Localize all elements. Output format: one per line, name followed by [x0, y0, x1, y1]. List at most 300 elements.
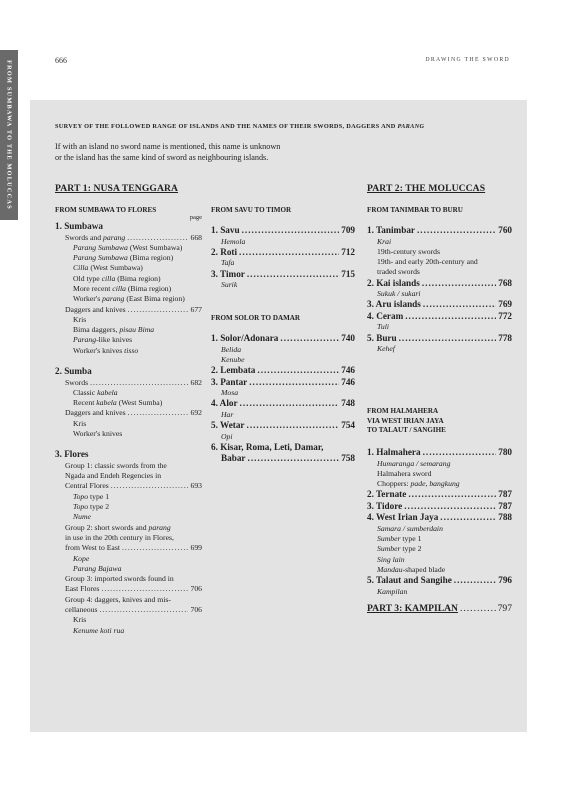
leader-dots	[240, 398, 340, 410]
toc-entry	[55, 274, 202, 284]
entry-label: 1. Solor/Adonara	[211, 333, 279, 343]
part3-entry	[367, 603, 512, 615]
toc-entry	[55, 398, 202, 408]
entry-italic-term: Sumber	[377, 534, 401, 544]
leader-dots	[422, 278, 496, 290]
entry-text	[65, 574, 174, 584]
toc-entry	[367, 565, 512, 575]
entry-text	[73, 274, 161, 284]
toc-entry	[55, 533, 202, 543]
entry-text	[377, 257, 478, 267]
entry-label: 3. Timor	[211, 268, 245, 279]
entry-suffix: -like knives	[96, 335, 133, 345]
entry-text	[377, 479, 460, 489]
entry-label: Worker's knives	[73, 345, 125, 355]
entry-text	[73, 512, 91, 522]
entry-text	[377, 459, 450, 469]
island-entry	[211, 247, 355, 259]
entry-label: 3. Flores	[55, 449, 89, 460]
entry-italic-term: Kope	[73, 553, 90, 563]
entry-label: Swords	[65, 377, 89, 387]
leader-dots	[122, 543, 189, 553]
section-tanimbar-buru: FROM TANIMBAR TO BURU	[367, 206, 463, 214]
entry-text	[65, 408, 126, 418]
entry-page: 709	[341, 225, 355, 235]
entry-text	[73, 398, 162, 408]
entry-label: 3. Pantar	[211, 376, 248, 387]
entry-suffix: type 1	[400, 534, 422, 544]
entry-text	[73, 253, 173, 263]
entry-label: Worker's	[73, 294, 103, 304]
island-entry	[367, 311, 512, 323]
entry-suffix: (Bima region)	[115, 273, 161, 283]
entry-page: 692	[190, 408, 202, 418]
entry-label: traded swords	[377, 267, 420, 277]
island-entry	[55, 366, 202, 378]
entry-suffix: (Bima region)	[127, 253, 174, 263]
island-entry	[367, 447, 512, 459]
page-label: page	[189, 214, 202, 221]
island-entry	[211, 225, 355, 237]
entry-text	[367, 447, 421, 459]
toc-entry	[55, 388, 202, 398]
toc-entry	[55, 574, 202, 584]
island-entry	[367, 299, 512, 311]
entry-label: from West to East	[65, 543, 120, 553]
entry-label: 5. Buru	[367, 332, 397, 343]
island-entry	[211, 377, 355, 389]
entry-text	[377, 565, 445, 575]
toc-entry	[367, 267, 512, 277]
running-head: DRAWING THE SWORD	[425, 57, 510, 63]
leader-dots	[90, 378, 188, 388]
toc-entry	[55, 315, 202, 325]
entry-label: Kris	[73, 615, 87, 625]
entry-label: 1. Tanimbar	[367, 225, 415, 235]
entry-label: Worker's knives	[73, 429, 123, 439]
entry-italic-term: Parang	[73, 335, 97, 345]
entry-text	[221, 280, 237, 290]
entry-italic-term: parang	[102, 294, 125, 304]
survey-title	[55, 123, 525, 130]
entry-label: 19th-century swords	[377, 246, 440, 256]
toc-entry	[55, 253, 202, 263]
leader-dots	[405, 311, 496, 323]
section-halmahera-talaut	[367, 407, 446, 436]
page-number: 666	[55, 56, 67, 65]
side-tab-label: FROM SUMBAWA TO THE MOLUCCAS	[5, 60, 13, 210]
entry-label: 5. Talaut and Sangihe	[367, 575, 452, 586]
toc-entry	[367, 237, 512, 247]
column-halmahera-talaut	[367, 447, 512, 597]
leader-dots	[242, 225, 340, 237]
entry-text	[65, 584, 99, 594]
entry-suffix: (West Sumbawa)	[127, 242, 183, 252]
toc-entry	[211, 388, 355, 398]
entry-italic-term: Parang Sumbawa	[73, 253, 128, 263]
entry-text	[211, 398, 238, 410]
entry-label: 3. Aru islands	[367, 299, 421, 310]
entry-text	[377, 322, 389, 332]
island-entry	[211, 398, 355, 410]
toc-entry	[55, 294, 202, 304]
toc-entry	[55, 523, 202, 533]
island-entry	[367, 501, 512, 513]
toc-entry	[55, 615, 202, 625]
toc-entry	[55, 263, 202, 273]
survey-intro	[55, 141, 485, 163]
entry-text	[211, 420, 245, 432]
island-entry	[55, 221, 202, 233]
toc-entry	[367, 247, 512, 257]
island-entry	[367, 489, 512, 501]
entry-italic-term: Parang Sumbawa	[73, 242, 128, 252]
entry-italic-term: Hemola	[221, 236, 246, 246]
entry-page: 706	[190, 605, 202, 614]
section-solor-damar: FROM SOLOR TO DAMAR	[211, 314, 301, 322]
entry-text	[65, 523, 171, 533]
toc-entry	[211, 345, 355, 355]
entry-italic-term: Parang Bajawa	[73, 563, 122, 573]
toc-entry	[55, 502, 202, 512]
entry-text	[65, 378, 88, 388]
leader-dots	[247, 269, 339, 281]
entry-text	[221, 388, 238, 398]
entry-page: 778	[498, 332, 512, 343]
entry-text	[367, 575, 452, 587]
entry-label: Group 4: daggers, knives and mis-	[65, 594, 171, 604]
entry-page: 748	[341, 398, 355, 409]
toc-entry	[55, 512, 202, 522]
entry-italic-term: Kenume koti rua	[73, 625, 125, 635]
toc-entry	[55, 605, 202, 615]
entry-page: 754	[341, 420, 355, 431]
island-entry	[211, 269, 355, 281]
entry-text	[211, 333, 278, 345]
toc-entry	[55, 325, 202, 335]
leader-dots	[417, 225, 496, 237]
toc-entry	[55, 461, 202, 471]
toc-entry	[367, 544, 512, 554]
entry-text	[73, 315, 86, 325]
entry-text	[377, 247, 440, 257]
toc-entry	[367, 344, 512, 354]
entry-label: Halmahera sword	[377, 468, 432, 478]
island-entry	[211, 420, 355, 432]
entry-text	[221, 355, 244, 365]
island-entry	[367, 333, 512, 345]
toc-entry	[367, 257, 512, 267]
column-tanimbar-buru	[367, 225, 512, 355]
toc-entry	[55, 305, 202, 315]
entry-italic-term: pisau Bima	[119, 325, 155, 335]
entry-text	[73, 335, 132, 345]
leader-dots	[239, 247, 339, 259]
entry-text	[73, 243, 182, 253]
entry-text	[211, 225, 240, 237]
entry-label: Classic	[73, 387, 98, 397]
toc-entry	[55, 584, 202, 594]
toc-entry	[55, 626, 202, 636]
entry-label: Central Flores	[65, 481, 109, 491]
entry-label: Swords and	[65, 232, 104, 242]
toc-entry	[211, 237, 355, 247]
entry-text	[73, 325, 154, 335]
toc-entry	[367, 534, 512, 544]
entry-suffix: (West Sumba)	[116, 398, 163, 408]
entry-page: 788	[498, 512, 512, 523]
leader-dots	[399, 333, 497, 345]
entry-italic-term: Opi	[221, 431, 233, 441]
toc-entry	[55, 564, 202, 574]
entry-italic-term: Sing lain	[377, 554, 405, 564]
entry-text	[367, 512, 438, 524]
entry-italic-term: parang	[148, 522, 171, 532]
entry-label: in use in the 20th century in Flores,	[65, 532, 174, 542]
entry-suffix: type 2	[88, 502, 110, 512]
entry-italic-term: cilla	[112, 283, 126, 293]
entry-text	[367, 311, 403, 323]
entry-label: Old type	[73, 273, 102, 283]
entry-suffix: type 2	[400, 544, 422, 554]
entry-label: 5. Wetar	[211, 420, 245, 431]
entry-label: More recent	[73, 283, 113, 293]
entry-text	[367, 501, 402, 513]
entry-label: East Flores	[65, 584, 100, 594]
entry-text	[211, 442, 323, 454]
entry-text	[65, 481, 109, 491]
toc-entry	[55, 492, 202, 502]
toc-entry	[55, 233, 202, 243]
entry-label: Ngada and Endeh Regencies in	[65, 471, 162, 481]
entry-italic-term: Mosa	[221, 388, 239, 398]
entry-text	[211, 377, 247, 389]
entry-italic-term: Sumber	[377, 544, 401, 554]
entry-text	[377, 534, 421, 544]
entry-text	[221, 432, 233, 442]
entry-label: 4. West Irian Jaya	[367, 512, 439, 523]
entry-italic-term: Mandau	[377, 565, 403, 575]
entry-text	[65, 461, 167, 471]
entry-text	[73, 492, 109, 502]
section-savu-timor: FROM SAVU TO TIMOR	[211, 206, 292, 214]
entry-italic-term: tisso	[124, 345, 139, 355]
entry-italic-term: Topo	[73, 502, 89, 512]
leader-dots	[128, 305, 189, 315]
entry-italic-term: Samara / sumberdain	[377, 523, 443, 533]
entry-text	[73, 346, 138, 356]
entry-italic-term: pade, bangkung	[410, 479, 460, 489]
entry-label: 2. Ternate	[367, 489, 407, 500]
island-entry	[55, 449, 202, 461]
entry-text	[73, 626, 124, 636]
section-line: VIA WEST IRIAN JAYA	[367, 416, 444, 425]
entry-text	[73, 502, 109, 512]
entry-page: 768	[498, 277, 512, 288]
entry-italic-term: Kehef	[377, 344, 395, 354]
entry-text	[211, 365, 255, 377]
entry-text	[221, 410, 233, 420]
entry-text	[367, 225, 415, 237]
entry-italic-term: kabela	[97, 387, 118, 397]
intro-line: or the island has the same kind of sword as neighbouring islands.	[55, 153, 269, 162]
island-entry	[211, 333, 355, 345]
leader-dots	[440, 512, 496, 524]
section-line: TO TALAUT / SANGIHE	[367, 426, 446, 434]
entry-label: 1. Savu	[211, 225, 240, 235]
toc-entry	[211, 355, 355, 365]
toc-entry	[55, 554, 202, 564]
entry-text	[73, 294, 185, 304]
entry-text	[65, 543, 120, 553]
entry-italic-term: Topo	[73, 491, 89, 501]
island-entry	[367, 512, 512, 524]
entry-page: 760	[498, 225, 512, 235]
entry-text	[73, 284, 171, 294]
entry-text	[211, 247, 237, 259]
toc-entry	[367, 469, 512, 479]
entry-text	[377, 587, 407, 597]
entry-italic-term: Humaranga / semarang	[377, 458, 451, 468]
leader-dots	[423, 447, 497, 459]
entry-page: 772	[498, 310, 512, 321]
island-entry	[211, 365, 355, 377]
survey-title-italic: PARANG	[397, 123, 425, 130]
island-entry	[367, 278, 512, 290]
entry-text	[55, 221, 103, 233]
entry-text	[65, 471, 161, 481]
entry-label: 4. Ceram	[367, 310, 404, 321]
toc-entry	[367, 524, 512, 534]
entry-page: 677	[190, 304, 202, 314]
column-savu-timor	[211, 225, 355, 290]
leader-dots	[249, 377, 339, 389]
entry-label: Daggers and knives	[65, 408, 126, 418]
entry-text	[73, 564, 121, 574]
entry-label: cellaneous	[65, 605, 98, 614]
section-sumbawa-flores: FROM SUMBAWA TO FLORES	[55, 206, 157, 214]
entry-suffix: (Bima region)	[125, 283, 172, 293]
toc-entry	[55, 346, 202, 356]
entry-italic-term: Tuli	[377, 322, 389, 332]
section-line: FROM HALMAHERA	[367, 407, 439, 415]
part3-title: PART 3: KAMPILAN	[367, 603, 458, 614]
leader-dots	[111, 481, 189, 491]
entry-text	[73, 263, 143, 273]
entry-page: 787	[498, 500, 512, 511]
entry-text	[65, 533, 174, 543]
entry-italic-term: Cilla	[73, 263, 89, 273]
entry-italic-term: parang	[103, 232, 126, 242]
entry-text	[55, 449, 89, 461]
leader-dots	[423, 299, 496, 311]
entry-text	[73, 419, 86, 429]
intro-line: If with an island no sword name is mentioned, this name is unknown	[55, 142, 281, 151]
leader-dots	[101, 584, 188, 594]
leader-dots	[460, 603, 496, 615]
island-entry	[367, 575, 512, 587]
entry-page: 699	[190, 543, 202, 553]
entry-page: 682	[190, 377, 202, 387]
entry-label: Recent	[73, 398, 97, 408]
entry-text	[73, 554, 89, 564]
entry-suffix: -shaped blade	[402, 565, 446, 575]
entry-page: 796	[498, 575, 512, 586]
entry-text	[377, 544, 421, 554]
entry-text	[211, 269, 245, 281]
entry-text	[367, 489, 406, 501]
entry-page: 715	[341, 268, 355, 279]
toc-entry	[367, 459, 512, 469]
entry-italic-term: cilla	[101, 273, 116, 283]
entry-text	[377, 555, 405, 565]
entry-page: 706	[190, 584, 202, 594]
part3-page: 797	[497, 603, 512, 614]
entry-page: 769	[498, 299, 512, 310]
toc-entry	[55, 408, 202, 418]
entry-italic-term: Surik	[221, 280, 238, 290]
part1-title: PART 1: NUSA TENGGARA	[55, 183, 179, 194]
entry-label: Daggers and knives	[65, 304, 126, 314]
side-section-tab	[0, 50, 18, 220]
entry-page: 758	[341, 453, 355, 464]
entry-label: 2. Sumba	[55, 366, 92, 377]
entry-label: Bima daggers,	[73, 325, 120, 335]
leader-dots	[280, 333, 339, 345]
entry-text	[73, 429, 122, 439]
toc-entry	[55, 378, 202, 388]
entry-label: 6. Kisar, Roma, Leti, Damar,	[211, 441, 324, 452]
toc-entry	[55, 335, 202, 345]
toc-entry	[367, 322, 512, 332]
entry-text	[221, 237, 245, 247]
toc-entry	[367, 555, 512, 565]
leader-dots	[99, 605, 188, 615]
entry-text	[377, 237, 391, 247]
entry-label: Kris	[73, 314, 87, 324]
toc-entry	[211, 432, 355, 442]
toc-entry	[211, 280, 355, 290]
toc-entry	[55, 419, 202, 429]
island-entry	[211, 453, 355, 465]
entry-italic-term: Sukuk / sukari	[377, 289, 421, 299]
entry-text	[377, 469, 431, 479]
entry-page: 780	[498, 447, 512, 457]
entry-page: 746	[341, 365, 355, 376]
toc-entry	[367, 289, 512, 299]
entry-label: Group 3: imported swords found in	[65, 574, 174, 584]
entry-label: Group 1: classic swords from the	[65, 460, 167, 470]
entry-text	[65, 233, 125, 243]
entry-text	[377, 344, 395, 354]
entry-page: 712	[341, 246, 355, 257]
toc-entry	[211, 258, 355, 268]
leader-dots	[404, 501, 496, 513]
entry-suffix: (West Sumbawa)	[88, 263, 143, 273]
entry-italic-term: Belida	[221, 344, 242, 354]
entry-text	[377, 289, 421, 299]
entry-label: 2. Lembata	[211, 365, 256, 376]
entry-page: 668	[190, 232, 202, 242]
entry-page: 740	[341, 333, 355, 343]
entry-italic-term: Tafa	[221, 258, 235, 268]
entry-italic-term: Nume	[73, 512, 91, 522]
survey-title-main: SURVEY OF THE FOLLOWED RANGE OF ISLANDS AND THE NAMES OF THEIR SWORDS, DAGGERS AND	[55, 123, 396, 130]
toc-entry	[367, 479, 512, 489]
entry-text	[377, 524, 443, 534]
leader-dots	[454, 575, 496, 587]
entry-label: 2. Roti	[211, 246, 238, 257]
